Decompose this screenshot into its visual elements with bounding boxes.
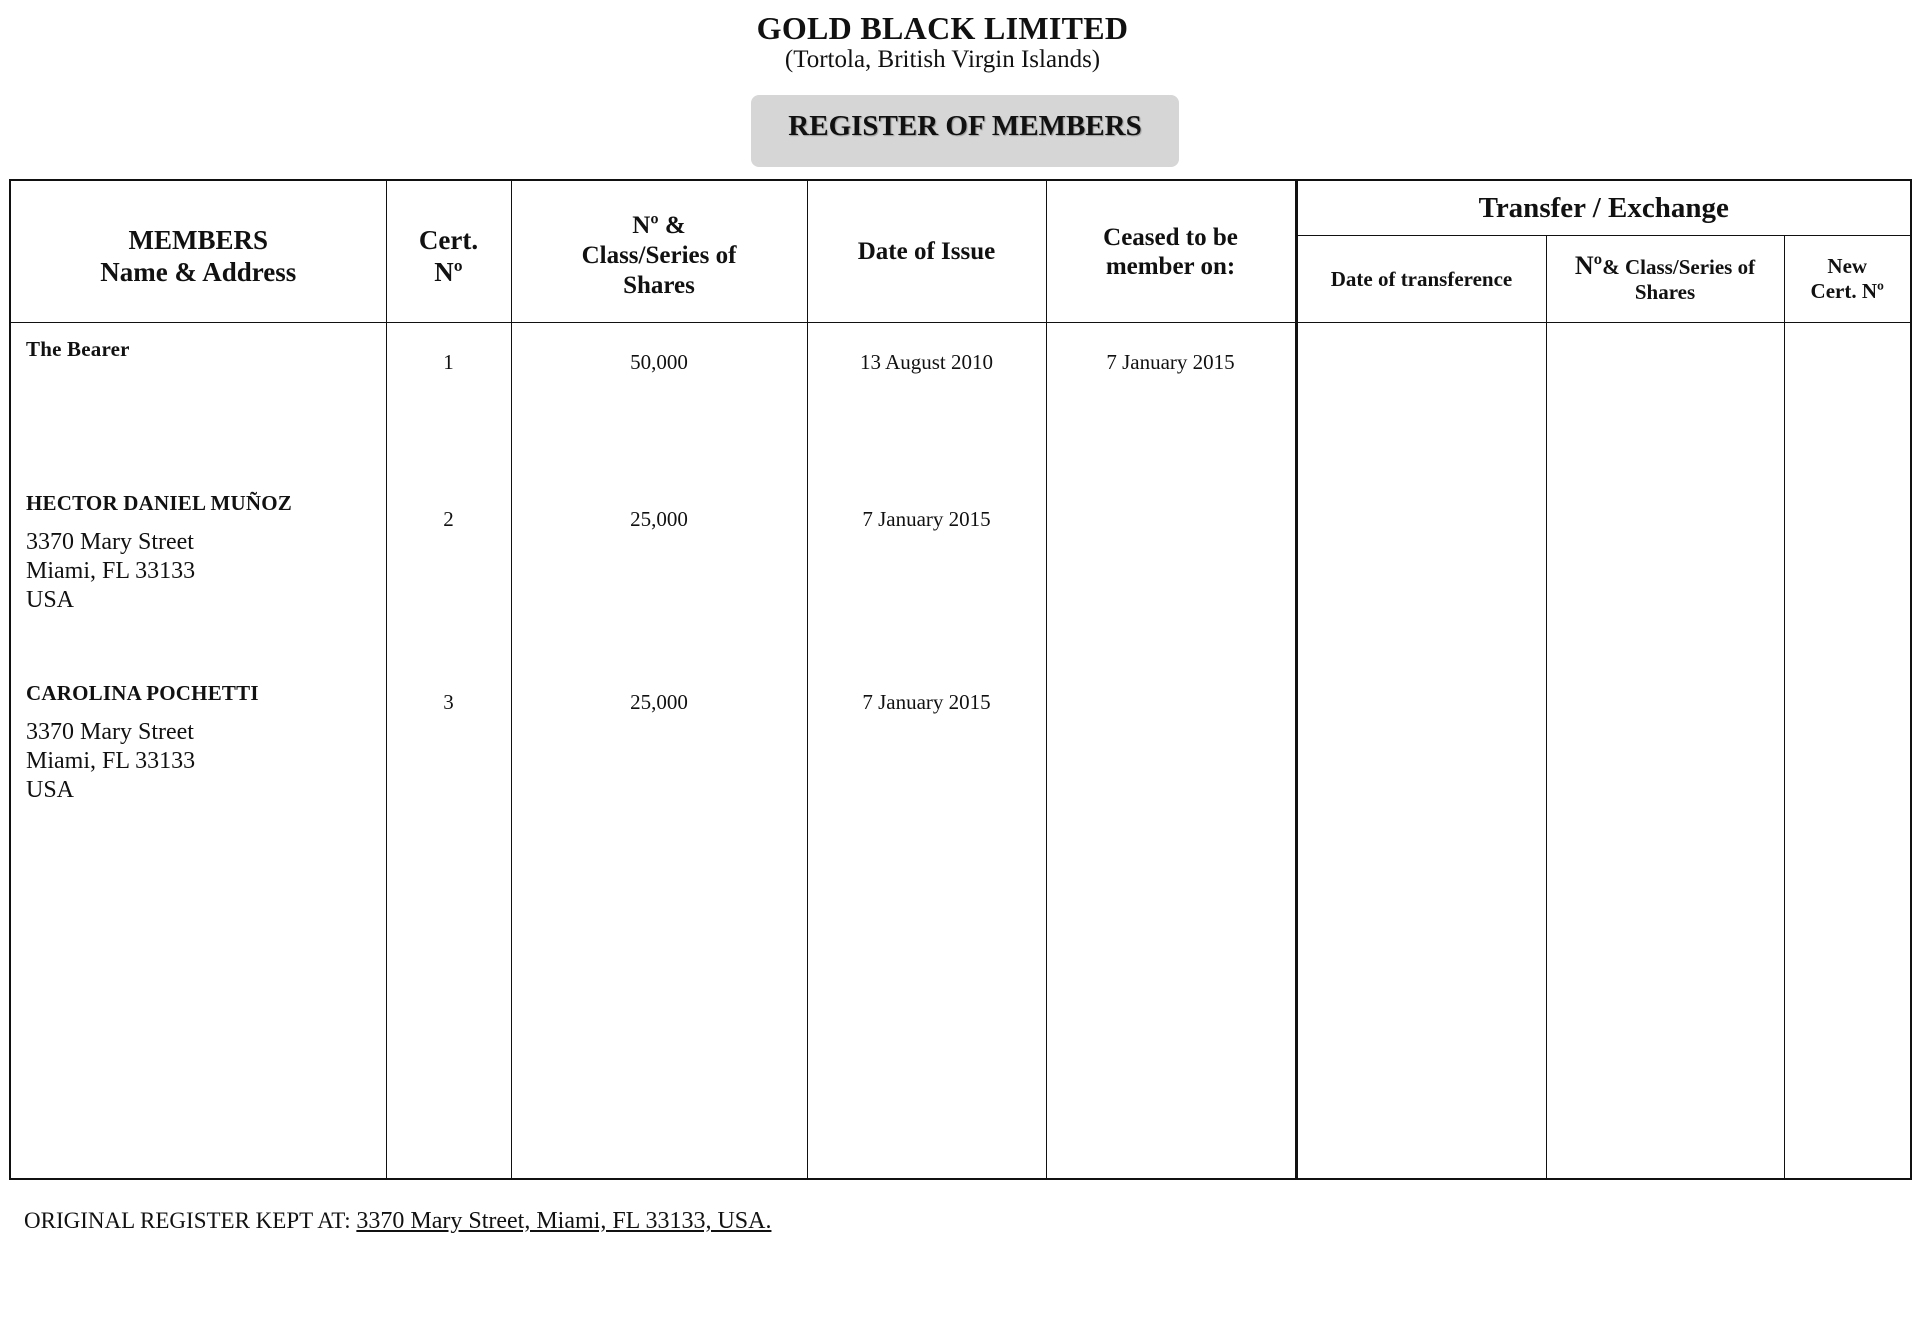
header-new-cert [1784,236,1911,323]
header-shares-line1: Nº & [632,211,686,239]
header-shares [511,180,807,323]
date-of-transference-column [1296,323,1546,1180]
header-transfer-shares [1546,236,1784,323]
register-location-label: ORIGINAL REGISTER KEPT AT: [24,1208,351,1233]
register-location [24,1208,771,1235]
cert-no-column [386,323,511,1180]
header-transfer-shares-prefix: Nº [1574,251,1603,280]
transfer-shares-column [1546,323,1784,1180]
header-ceased-line2: member on: [1105,252,1236,280]
header-date-of-issue: Date of Issue [807,180,1046,323]
cert-number: 1 [443,350,454,374]
ceased-date: 7 January 2015 [1106,350,1235,374]
member-name: HECTOR DANIEL MUÑOZ [26,491,292,515]
member-address-line: 3370 Mary Street [26,719,194,745]
header-transfer-shares-rest: & Class/Series of [1602,255,1756,279]
company-jurisdiction: (Tortola, British Virgin Islands) [784,46,1101,73]
members-register-table [9,179,1912,1180]
header-cert-line2: Nº [434,256,463,287]
header-members-line1: MEMBERS [128,224,268,255]
ceased-column [1046,323,1296,1180]
member-address-line: USA [26,777,75,803]
header-cert-line1: Cert. [418,224,479,255]
shares-column [511,323,807,1180]
register-body-row [10,323,1911,1180]
share-count: 25,000 [630,690,688,714]
header-transfer-exchange: Transfer / Exchange [1296,180,1911,236]
header-new-cert-line2: Cert. Nº [1810,279,1884,303]
member-name: CAROLINA POCHETTI [26,681,259,705]
member-address-line: USA [26,587,75,613]
header-ceased-line1: Ceased to be [1103,223,1238,251]
issue-date: 7 January 2015 [862,507,991,531]
member-address-line: 3370 Mary Street [26,529,194,555]
date-of-issue-column [807,323,1046,1180]
header-ceased [1046,180,1296,323]
register-location-address: 3370 Mary Street, Miami, FL 33133, USA. [356,1208,772,1234]
header-shares-line3: Shares [623,271,695,299]
share-count: 50,000 [630,350,688,374]
cert-number: 3 [443,690,454,714]
member-address-line: Miami, FL 33133 [26,748,196,774]
member-name: The Bearer [26,337,130,361]
header-date-of-transference: Date of transference [1296,236,1546,323]
header-transfer-shares-line2: Shares [1634,280,1696,304]
member-address-line: Miami, FL 33133 [26,558,196,584]
new-cert-column [1784,323,1911,1180]
header-members-line2: Name & Address [100,256,297,287]
issue-date: 13 August 2010 [859,350,993,374]
header-shares-line2: Class/Series of [581,241,737,269]
company-name: GOLD BLACK LIMITED [756,10,1129,46]
members-column [10,323,386,1180]
cert-number: 2 [443,507,454,531]
register-title: REGISTER OF MEMBERS [751,95,1179,167]
header-new-cert-line1: New [1827,254,1868,278]
header-cert-no [386,180,511,323]
share-count: 25,000 [630,507,688,531]
header-members [10,180,386,323]
issue-date: 7 January 2015 [862,690,991,714]
